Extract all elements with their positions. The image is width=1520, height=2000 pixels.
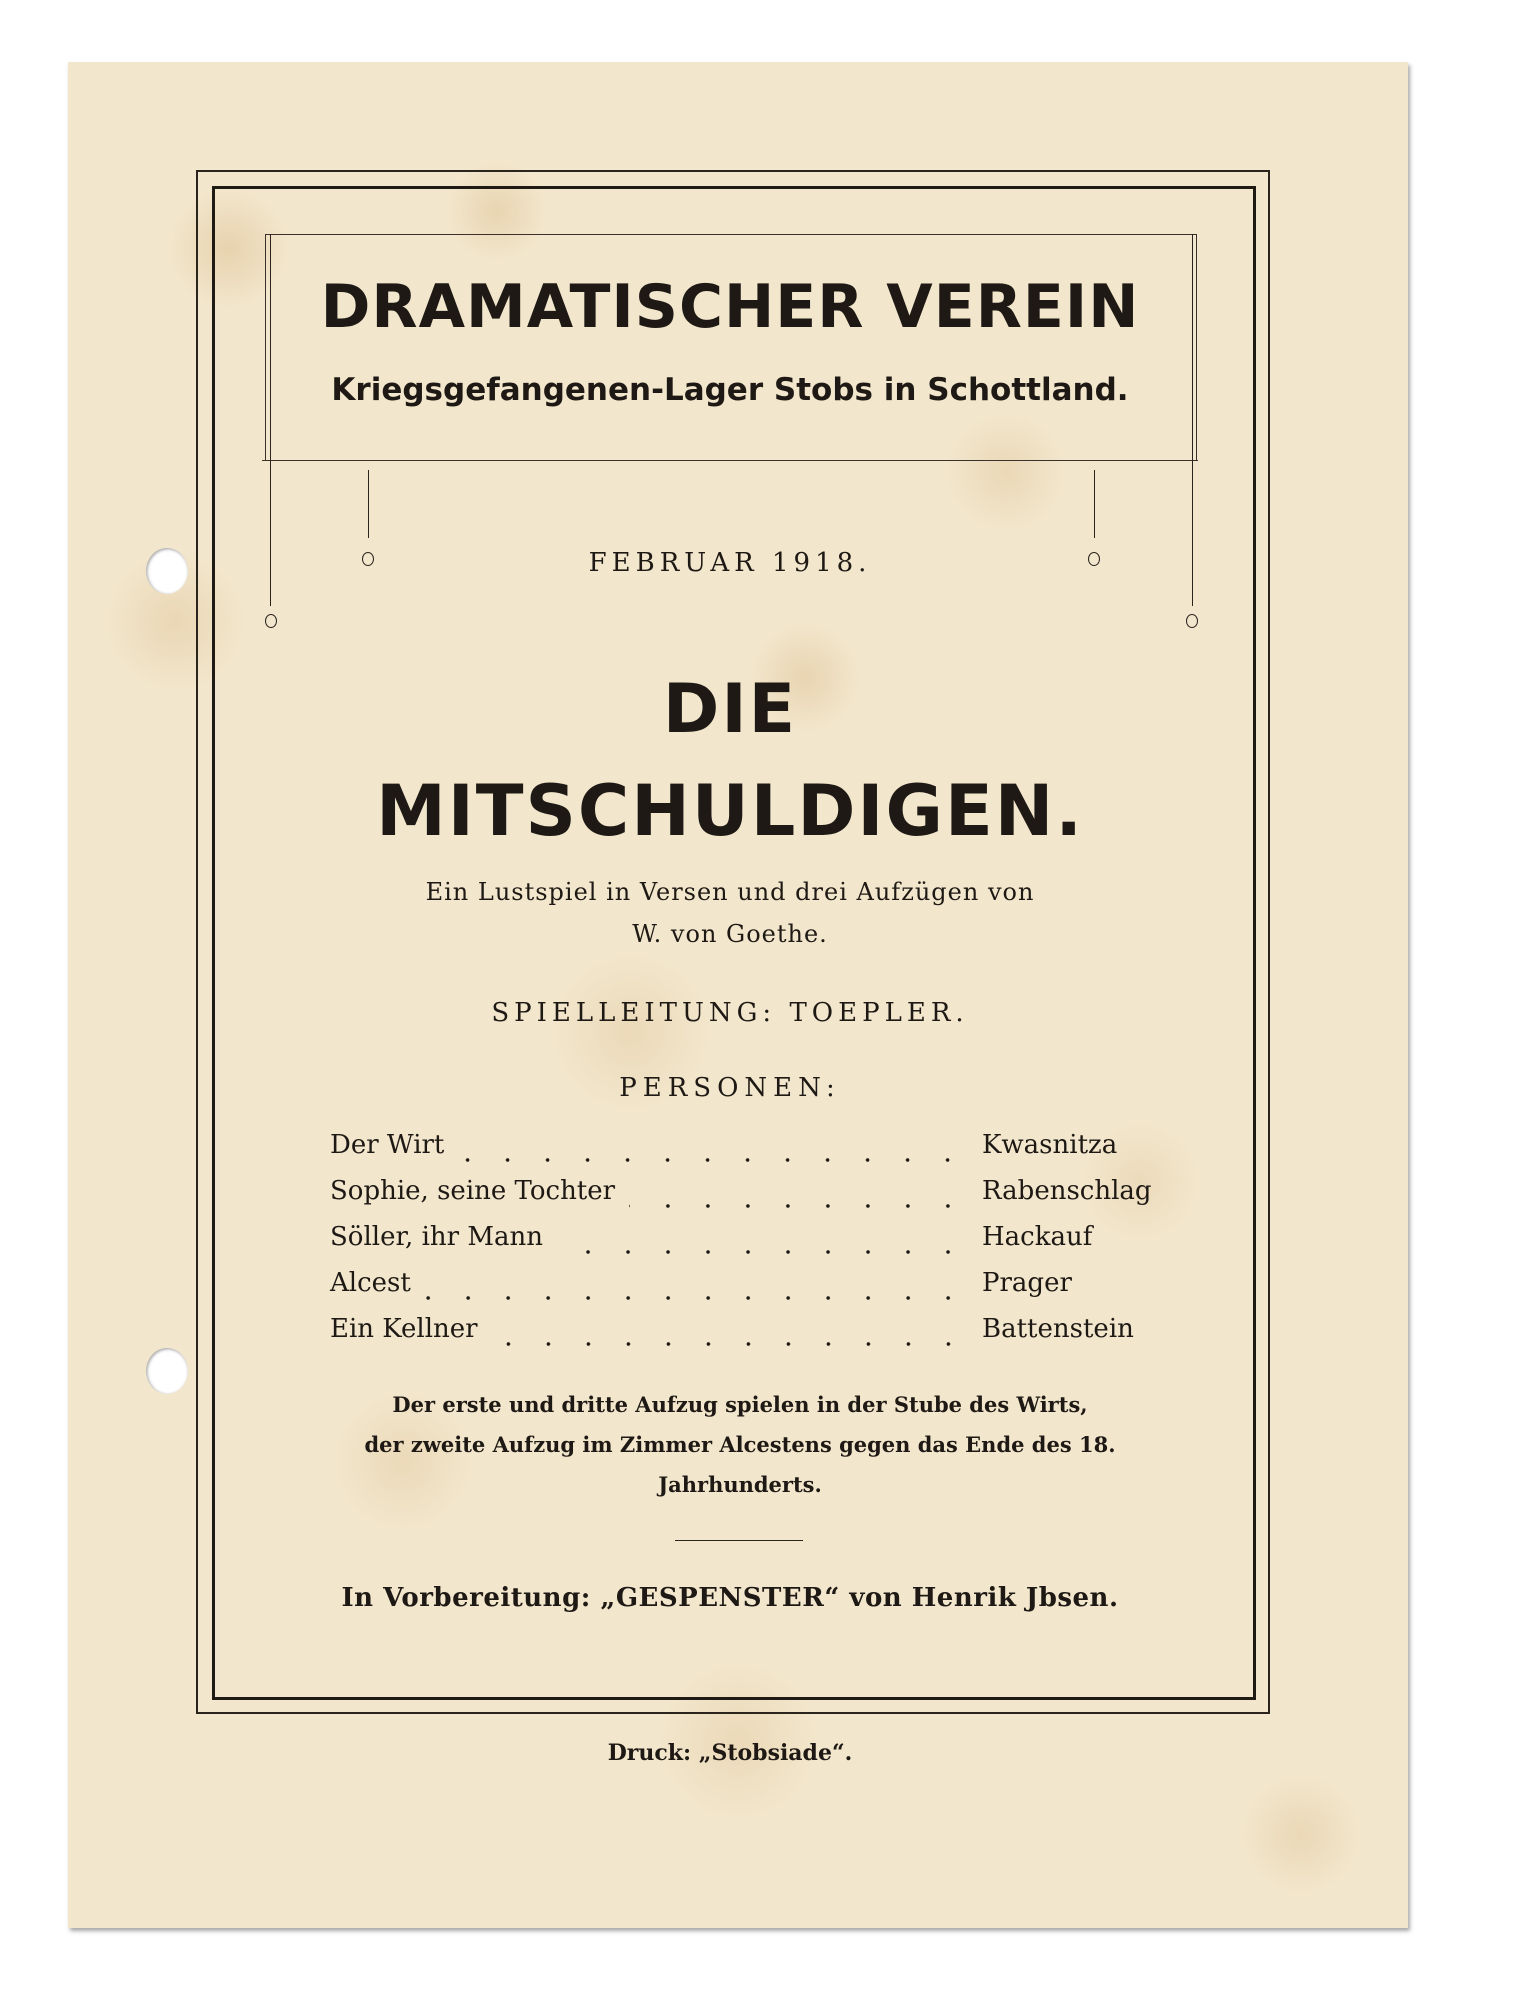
dot-leader	[629, 1204, 968, 1208]
stage-direction-credit: SPIELLEITUNG: TOEPLER.	[491, 998, 969, 1028]
play-author: W. von Goethe.	[632, 920, 828, 948]
separator-rule	[675, 1540, 803, 1541]
cast-actor: Battenstein	[982, 1314, 1134, 1344]
cast-actor: Hackauf	[982, 1222, 1093, 1252]
play-title-line1: DIE	[662, 670, 798, 749]
dot-leader	[425, 1296, 968, 1300]
cast-row	[330, 1130, 1160, 1176]
cast-row	[330, 1268, 1160, 1314]
ornament-line-right-outer	[1192, 234, 1193, 606]
cast-row	[330, 1314, 1160, 1360]
ornament-ring	[1088, 552, 1100, 566]
society-title: DRAMATISCHER VEREIN	[320, 272, 1140, 342]
cast-row	[330, 1176, 1160, 1222]
upcoming-production: In Vorbereitung: „GESPENSTER“ von Henrik Jbsen.	[341, 1583, 1119, 1613]
dot-leader	[492, 1342, 968, 1346]
dot-leader	[557, 1250, 968, 1254]
ornament-line-left-inner	[368, 470, 369, 538]
performance-date: FEBRUAR 1918.	[588, 548, 872, 578]
cast-actor: Kwasnitza	[982, 1130, 1118, 1160]
cast-row	[330, 1222, 1160, 1268]
cast-role: Ein Kellner	[330, 1314, 478, 1344]
setting-note-line: der zweite Aufzug im Zimmer Alcestens gegen das Ende des 18.	[364, 1432, 1116, 1457]
cast-actor: Rabenschlag	[982, 1176, 1152, 1206]
cast-role: Alcest	[330, 1268, 411, 1298]
cast-list	[330, 1130, 1160, 1360]
header-rule	[262, 460, 1198, 461]
dot-leader	[458, 1158, 968, 1162]
cast-role: Der Wirt	[330, 1130, 445, 1160]
cast-role: Söller, ihr Mann	[330, 1222, 543, 1252]
ornament-line-right-inner	[1094, 470, 1095, 538]
ornament-ring	[265, 614, 277, 628]
cast-actor: Prager	[982, 1268, 1072, 1298]
persons-heading: PERSONEN:	[619, 1073, 841, 1103]
play-description: Ein Lustspiel in Versen und drei Aufzügen von	[425, 878, 1035, 906]
ornament-ring	[362, 552, 374, 566]
ornament-line-left-outer	[270, 234, 271, 606]
play-title-line2: MITSCHULDIGEN.	[376, 770, 1084, 852]
setting-note-line: Der erste und dritte Aufzug spielen in der Stube des Wirts,	[392, 1392, 1088, 1417]
punch-hole-top	[146, 548, 188, 594]
setting-note	[320, 1385, 1160, 1505]
punch-hole-bottom	[146, 1348, 188, 1394]
cast-role: Sophie, seine Tochter	[330, 1176, 616, 1206]
ornament-ring	[1186, 614, 1198, 628]
header-box	[265, 234, 1197, 461]
setting-note-line: Jahrhunderts.	[658, 1472, 822, 1497]
camp-subtitle: Kriegsgefangenen-Lager Stobs in Schottland.	[331, 372, 1129, 408]
printer-credit: Druck: „Stobsiade“.	[607, 1740, 853, 1766]
